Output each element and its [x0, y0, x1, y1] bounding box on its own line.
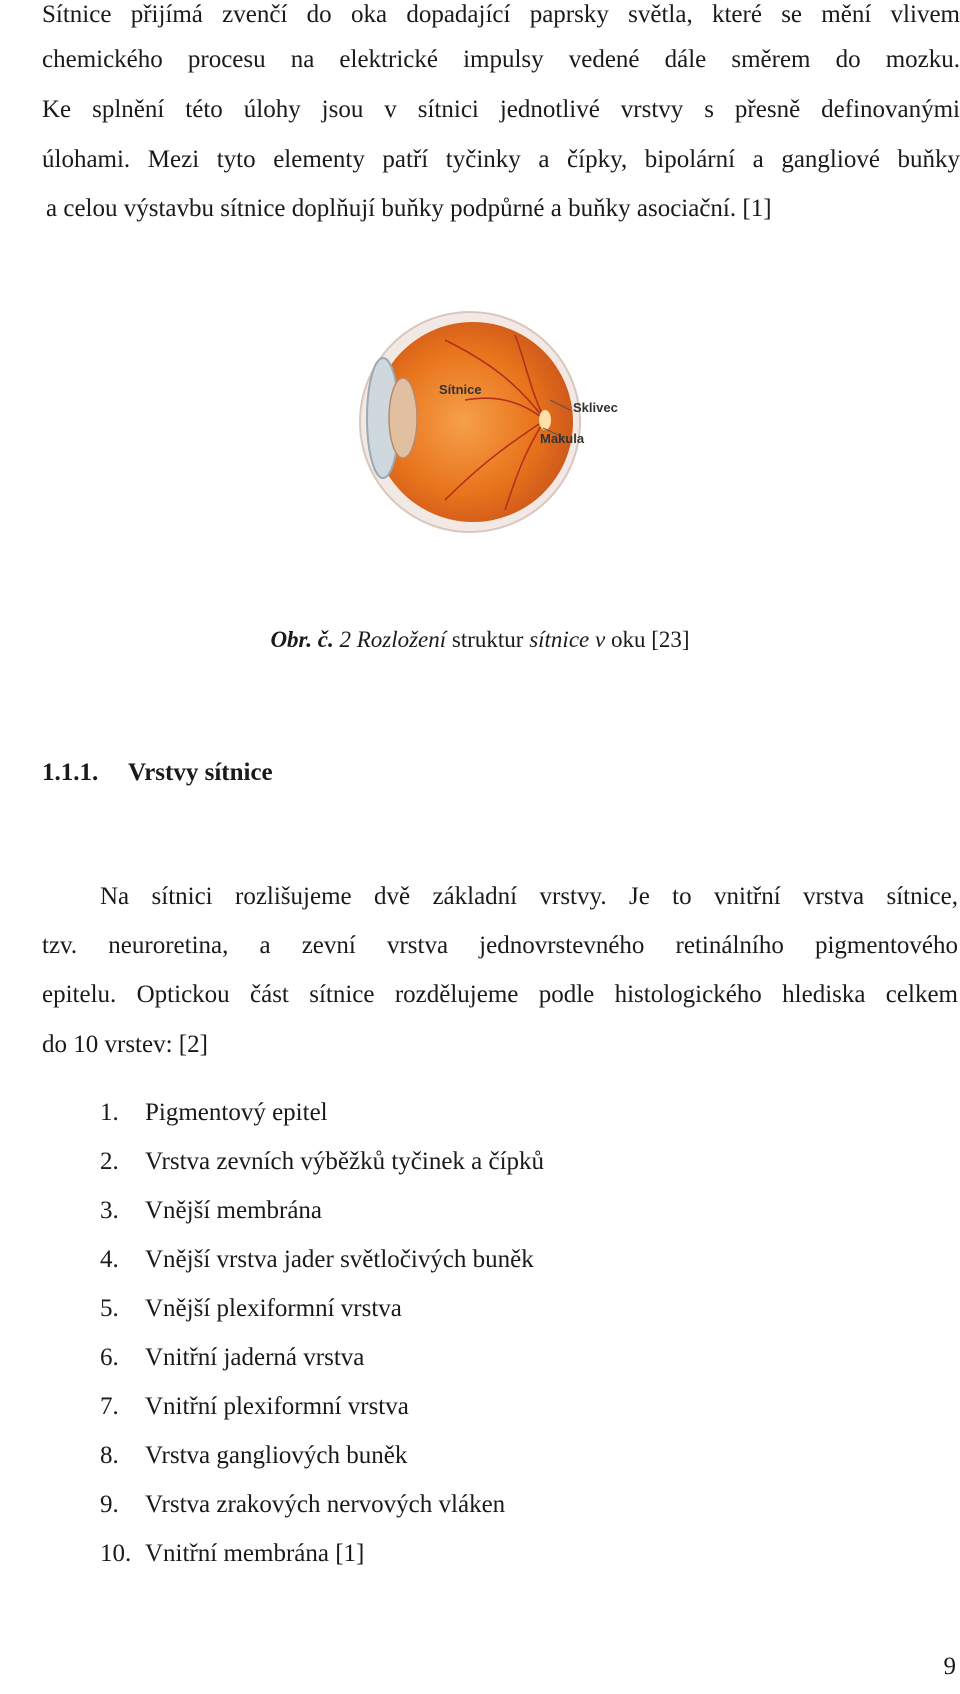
caption-rozlozeni: Rozložení: [356, 627, 447, 652]
intro-line-4: úlohami. Mezi tyto elementy patří tyčinky a čípky, bipolární a gangliové buňky: [42, 146, 960, 173]
caption-sitnice: sítnice: [529, 627, 590, 652]
list-item: 5. Vnější plexiformní vrstva: [100, 1295, 402, 1322]
caption-obr: Obr. č.: [270, 627, 334, 652]
body-line-2: tzv. neuroretina, a zevní vrstva jednovrstevného retinálního pigmentového: [42, 932, 958, 959]
intro-line-2: chemického procesu na elektrické impulsy vedené dále směrem do mozku.: [42, 46, 960, 73]
list-item: 9. Vrstva zrakových nervových vláken: [100, 1491, 506, 1518]
page-number: 9: [943, 1653, 956, 1680]
caption-number: 2: [339, 627, 351, 652]
intro-line-1: Sítnice přijímá zvenčí do oka dopadající paprsky světla, které se mění vlivem: [42, 1, 960, 28]
body-line-1: Na sítnici rozlišujeme dvě základní vrstvy. Je to vnitřní vrstva sítnice,: [100, 883, 958, 910]
label-makula: Makula: [540, 431, 585, 446]
list-item: 1. Pigmentový epitel: [100, 1099, 328, 1126]
caption-v: v: [595, 627, 606, 652]
lens: [389, 378, 417, 458]
section-number: 1.1.1.: [42, 759, 99, 786]
label-sklivec: Sklivec: [573, 400, 618, 415]
figure-caption: [0, 625, 960, 655]
list-item: 6. Vnitřní jaderná vrstva: [100, 1344, 365, 1371]
body-line-4: do 10 vrstev: [2]: [42, 1031, 208, 1058]
eye-diagram: [355, 300, 675, 550]
section-title: Vrstvy sítnice: [128, 759, 273, 786]
intro-line-5: a celou výstavbu sítnice doplňují buňky podpůrné a buňky asociační. [1]: [46, 195, 772, 222]
layer-list: [100, 1098, 544, 1588]
label-sitnice: Sítnice: [439, 382, 482, 397]
list-item: 2. Vrstva zevních výběžků tyčinek a čípků: [100, 1148, 545, 1175]
eye-illustration: [355, 300, 675, 550]
intro-line-3: Ke splnění této úlohy jsou v sítnici jednotlivé vrstvy s přesně definovanými: [42, 96, 960, 123]
list-item: 3. Vnější membrána: [100, 1197, 323, 1224]
optic-disc: [539, 410, 551, 430]
list-item: 8. Vrstva gangliových buněk: [100, 1442, 408, 1469]
caption-struktur: struktur: [451, 627, 524, 652]
list-item: 7. Vnitřní plexiformní vrstva: [100, 1393, 409, 1420]
caption-oku-ref: oku [23]: [610, 627, 690, 652]
list-item: 10. Vnitřní membrána [1]: [100, 1540, 365, 1567]
list-item: 4. Vnější vrstva jader světločivých buněk: [100, 1246, 534, 1273]
section-heading: [42, 758, 273, 788]
body-line-3: epitelu. Optickou část sítnice rozdělujeme podle histologického hlediska celkem: [42, 981, 958, 1008]
